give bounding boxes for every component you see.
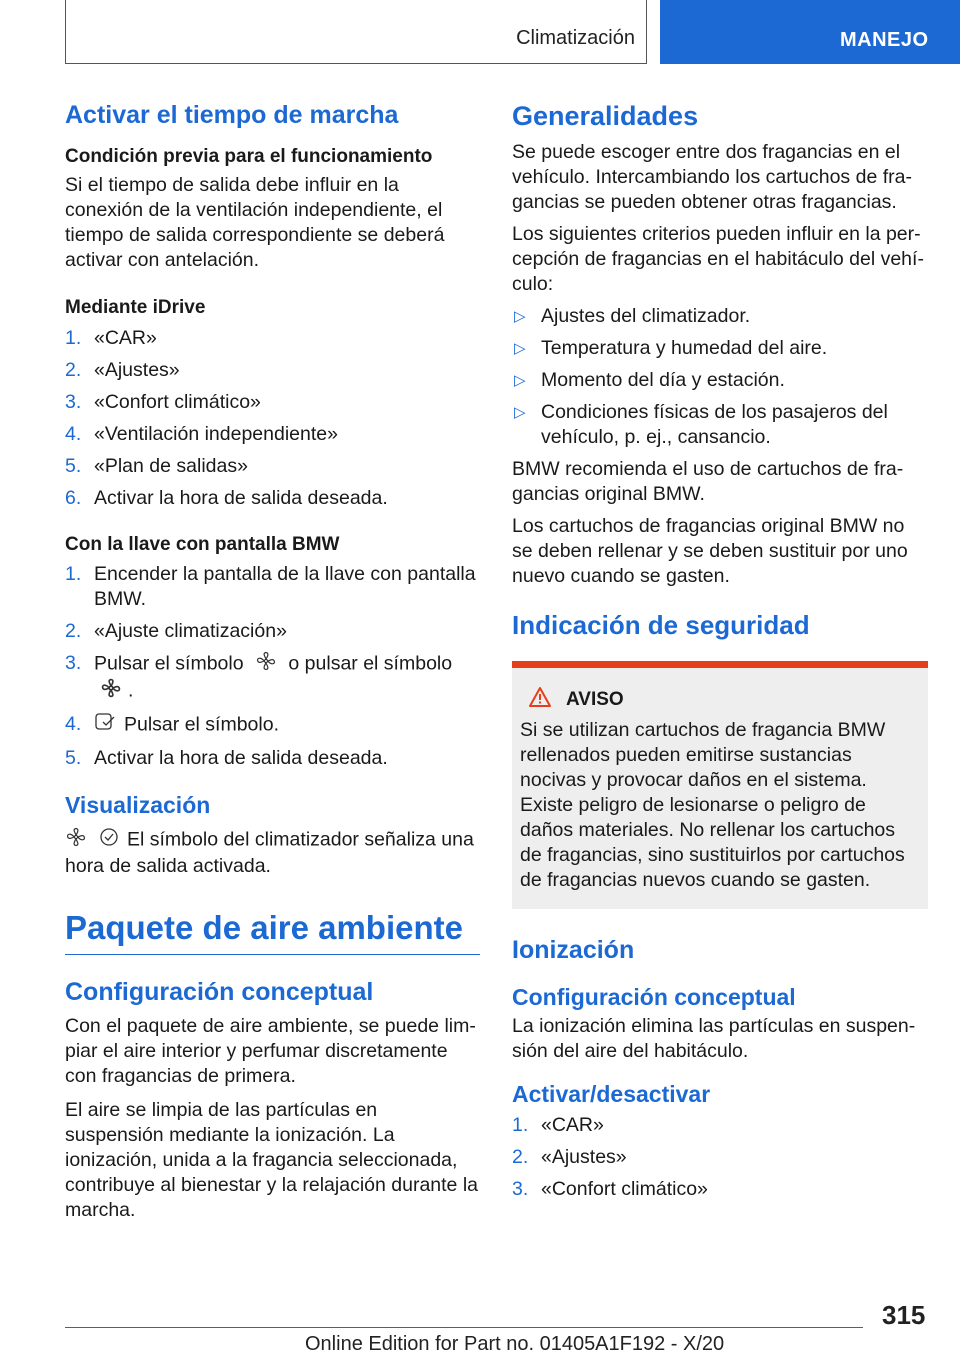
fan-active-icon [100, 678, 122, 705]
criteria-list [512, 304, 928, 450]
key-steps [65, 562, 480, 771]
list-item: 1. «CAR» [65, 326, 157, 349]
heading-paquete-aire: Paquete de aire ambiente [65, 909, 463, 947]
subheading-llave: Con la llave con pantalla BMW [65, 533, 340, 555]
list-item: 2. «Ajustes» [65, 358, 180, 381]
clock-icon [99, 827, 119, 854]
list-item: 3. «Confort climático» [512, 1178, 708, 1201]
left-column [65, 100, 480, 1223]
list-item: 1. Encender la pantalla de la llave con pantalla BMW. [65, 563, 476, 611]
paragraph-generalidades-3: BMW recomienda el uso de cartuchos de fragancias original BMW. [512, 457, 904, 505]
heading-visualizacion: Visualización [65, 792, 211, 819]
list-item: 3. Pulsar el símbolo o pulsar el símbolo . [65, 651, 480, 705]
list-item: 6. Activar la hora de salida deseada. [65, 486, 388, 509]
heading-seguridad: Indicación de seguridad [512, 609, 810, 640]
paragraph-generalidades-2: Los siguientes criterios pueden influir en la percepción de fragancias en el habitáculo del vehículo: [512, 222, 924, 295]
idrive-steps [65, 326, 480, 511]
list-item: 2. «Ajuste climatización» [65, 620, 287, 643]
fan-icon [255, 651, 277, 678]
list-item: ▷ Ajustes del climatizador. [514, 304, 751, 327]
warning-box [512, 661, 928, 909]
header-chapter-tab[interactable]: MANEJO [660, 0, 960, 64]
list-item: 3. «Confort climático» [65, 390, 261, 413]
ion-steps [512, 1113, 928, 1202]
list-item: 2. «Ajustes» [512, 1146, 627, 1169]
paragraph-configuracion-2: El aire se limpia de las partículas en suspensión mediante la ionización. La ionización, unida a la fragancia seleccionada, contribuye al bienestar y la relajación durante la marcha. [65, 1099, 478, 1222]
paragraph-configuracion-1: Con el paquete de aire ambiente, se puede limpiar el aire interior y perfumar discretamente con fragancias de primera. [65, 1015, 476, 1088]
paragraph-generalidades-1: Se puede escoger entre dos fragancias en el vehículo. Intercambiando los cartuchos de fragancias se pueden obtener otras fragancias. [512, 140, 912, 213]
list-item: ▷ Temperatura y humedad del aire. [514, 336, 828, 359]
paragraph-condicion: Si el tiempo de salida debe influir en la conexión de la ventilación independiente, el tiempo de salida correspondiente se deberá activar con antelación. [65, 173, 445, 271]
fan-icon [65, 827, 87, 854]
warning-text: Si se utilizan cartuchos de fragancia BMW rellenados pueden emitirse sustancias nocivas y provocar daños en el sistema. Existe peligro de lesionarse o peligro de daños materiales. No rellenar los cartuchos de fragancias, sino sustituirlos por cartuchos de fragancias nuevos cuando se gasten. [520, 719, 905, 892]
subheading-condicion: Condición previa para el funcionamiento [65, 146, 433, 168]
heading-configuracion: Configuración conceptual [65, 978, 374, 1007]
list-item: 4. Pulsar el símbolo. [65, 712, 480, 739]
warning-triangle-icon [528, 686, 552, 714]
list-item: 5. «Plan de salidas» [65, 454, 248, 477]
right-column [512, 100, 928, 1202]
paragraph-ionizacion: La ionización elimina las partículas en suspensión del aire del habitáculo. [512, 1015, 916, 1063]
page-number: 315 [882, 1300, 926, 1330]
chapter-title-block [65, 907, 480, 955]
list-item: ▷ Momento del día y estación. [514, 368, 785, 391]
timer-key-icon [94, 712, 116, 739]
list-item: 5. Activar la hora de salida deseada. [65, 747, 388, 770]
heading-configuracion-ion: Configuración conceptual [512, 983, 796, 1010]
warning-title: AVISO [520, 686, 920, 714]
header-section-title: Climatización [516, 27, 635, 49]
footer-divider [65, 1327, 863, 1328]
list-item: ▷ Condiciones físicas de los pasajeros del vehículo, p. ej., cansancio. [514, 400, 888, 448]
heading-generalidades: Generalidades [512, 101, 699, 131]
footer-edition: Online Edition for Part no. 01405A1F192 - X/20 [305, 1333, 725, 1355]
heading-ionizacion: Ionización [512, 936, 635, 965]
list-item: 4. «Ventilación independiente» [65, 422, 338, 445]
subheading-idrive: Mediante iDrive [65, 296, 206, 318]
paragraph-visualizacion: El símbolo del climatizador señaliza una hora de salida activada. [65, 828, 474, 878]
paragraph-generalidades-4: Los cartuchos de fragancias original BMW no se deben rellenar y se deben sustituir por uno nuevo cuando se gasten. [512, 514, 908, 587]
heading-activar-tiempo: Activar el tiempo de marcha [65, 101, 399, 129]
heading-activar-desactivar: Activar/desactivar [512, 1081, 711, 1108]
list-item: 1. «CAR» [512, 1114, 604, 1137]
